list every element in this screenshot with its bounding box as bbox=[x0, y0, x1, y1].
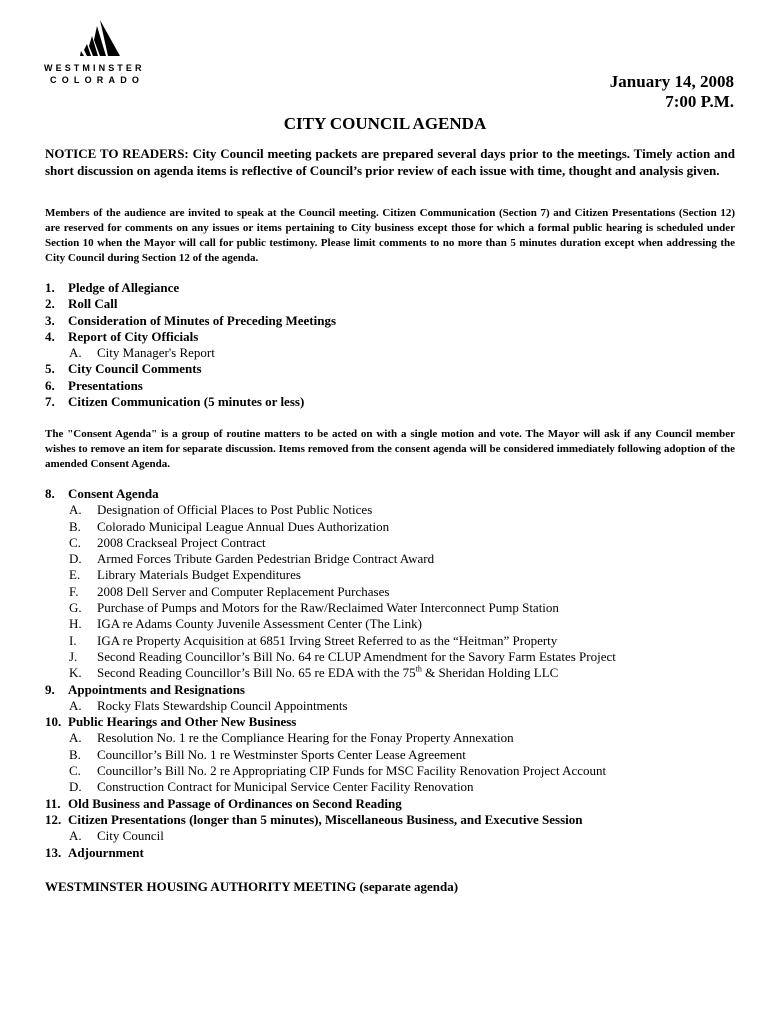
agenda-item-number: 7. bbox=[45, 394, 55, 410]
agenda-subitem bbox=[45, 747, 745, 763]
agenda-item-label: Pledge of Allegiance bbox=[68, 280, 180, 295]
agenda-item-number: 5. bbox=[45, 361, 55, 377]
notice-to-readers: NOTICE TO READERS: City Council meeting packets are prepared several days prior to the meetings. Timely action and short discussion on agenda items is reflective of Council’s prior review of each issue with time, thought and analysis given. bbox=[45, 146, 735, 178]
agenda-list-part2 bbox=[45, 486, 745, 861]
agenda-subitem-label: Armed Forces Tribute Garden Pedestrian Bridge Contract Award bbox=[97, 551, 435, 567]
agenda-subitem bbox=[45, 730, 745, 746]
agenda-item-number: 11. bbox=[45, 795, 61, 811]
agenda-item bbox=[45, 796, 745, 812]
agenda-subitem bbox=[45, 779, 745, 795]
agenda-subitem bbox=[45, 600, 745, 616]
agenda-subitem-label: Construction Contract for Municipal Service Center Facility Renovation bbox=[97, 779, 474, 795]
agenda-subitem-label: Colorado Municipal League Annual Dues Authorization bbox=[97, 518, 390, 534]
agenda-subitem-label: Councillor’s Bill No. 2 re Appropriating CIP Funds for MSC Facility Renovation Project Account bbox=[97, 763, 607, 779]
agenda-subitem-letter: D. bbox=[69, 779, 82, 795]
agenda-subitem-label: City Manager's Report bbox=[97, 345, 215, 361]
agenda-item bbox=[45, 714, 745, 730]
agenda-subitem-letter: A. bbox=[69, 502, 82, 518]
meeting-date: January 14, 2008 bbox=[609, 72, 734, 91]
agenda-subitem-letter: E. bbox=[69, 567, 81, 583]
agenda-subitem-letter: H. bbox=[69, 616, 82, 632]
agenda-subitem-letter: A. bbox=[69, 697, 82, 713]
agenda-subitem-label: IGA re Property Acquisition at 6851 Irving Street Referred to as the “Heitman” Property bbox=[97, 632, 558, 648]
agenda-subitem-letter: C. bbox=[69, 763, 81, 779]
agenda-item bbox=[45, 394, 745, 410]
agenda-subitem-letter: B. bbox=[69, 746, 81, 762]
agenda-subitem-letter: A. bbox=[69, 828, 82, 844]
housing-authority-note: WESTMINSTER HOUSING AUTHORITY MEETING (separate agenda) bbox=[45, 879, 459, 894]
agenda-subitem-label: Second Reading Councillor’s Bill No. 65 re EDA with the 75 bbox=[97, 665, 416, 681]
agenda-item-label: Adjournment bbox=[68, 844, 144, 860]
agenda-item-label: Roll Call bbox=[68, 296, 118, 312]
agenda-subitem-label: Councillor’s Bill No. 1 re Westminster Sports Center Lease Agreement bbox=[97, 746, 466, 762]
consent-agenda-note: The "Consent Agenda" is a group of routine matters to be acted on with a single motion and vote. The Mayor will ask if any Council member wishes to remove an item for separate discussion. Items removed from the consent agenda will be considered immediately following adoption of the amended Consent Agenda. bbox=[45, 428, 735, 470]
agenda-item-label: Citizen Communication (5 minutes or less) bbox=[68, 394, 305, 410]
agenda-item-label: Public Hearings and Other New Business bbox=[68, 714, 297, 730]
agenda-item-label: Consideration of Minutes of Preceding Meetings bbox=[68, 312, 337, 328]
page-title: CITY COUNCIL AGENDA bbox=[283, 114, 487, 133]
agenda-subitem bbox=[45, 649, 745, 665]
agenda-item bbox=[45, 361, 745, 377]
agenda-item-number: 12. bbox=[45, 811, 62, 827]
westminster-logo-icon bbox=[78, 18, 122, 62]
agenda-subitem-letter: B. bbox=[69, 518, 81, 534]
agenda-item-number: 8. bbox=[45, 486, 55, 501]
agenda-item-number: 9. bbox=[45, 681, 55, 697]
agenda-subitem bbox=[45, 633, 745, 649]
agenda-subitem-letter: A. bbox=[69, 730, 82, 746]
agenda-item-label: City Council Comments bbox=[68, 361, 202, 377]
agenda-subitem-label: Rocky Flats Stewardship Council Appointments bbox=[97, 697, 348, 713]
agenda-subitem-label-tail: & Sheridan Holding LLC bbox=[421, 665, 559, 681]
agenda-item bbox=[45, 682, 745, 698]
agenda-item-label: Citizen Presentations (longer than 5 minutes), Miscellaneous Business, and Executive Session bbox=[68, 811, 583, 827]
agenda-item-number: 2. bbox=[45, 296, 55, 312]
agenda-item bbox=[45, 378, 745, 394]
westminster-logo bbox=[44, 14, 164, 94]
agenda-subitem bbox=[45, 567, 745, 583]
agenda-item-label: Old Business and Passage of Ordinances on Second Reading bbox=[68, 795, 402, 811]
agenda-item bbox=[45, 845, 745, 861]
agenda-list-part1 bbox=[45, 280, 745, 410]
agenda-item-label: Consent Agenda bbox=[68, 486, 159, 501]
agenda-item-label: Presentations bbox=[68, 377, 143, 393]
agenda-item-label: Appointments and Resignations bbox=[68, 681, 245, 697]
logo-text-westminster: WESTMINSTER bbox=[44, 63, 145, 73]
agenda-subitem-label: Resolution No. 1 re the Compliance Hearing for the Fonay Property Annexation bbox=[97, 730, 514, 746]
agenda-subitem-letter: J. bbox=[69, 648, 78, 664]
agenda-subitem-letter: C. bbox=[69, 534, 81, 550]
agenda-subitem bbox=[45, 519, 745, 535]
agenda-item-label: Report of City Officials bbox=[68, 328, 199, 344]
agenda-subitem-letter: K. bbox=[69, 665, 82, 681]
agenda-subitem-label: Designation of Official Places to Post Public Notices bbox=[97, 502, 373, 518]
agenda-item bbox=[45, 296, 745, 312]
logo-text-colorado: COLORADO bbox=[50, 75, 145, 85]
agenda-subitem-letter: D. bbox=[69, 551, 82, 567]
agenda-item-number: 13. bbox=[45, 844, 62, 860]
agenda-subitem-letter: I. bbox=[69, 632, 77, 648]
agenda-subitem-label: IGA re Adams County Juvenile Assessment Center (The Link) bbox=[97, 616, 422, 632]
agenda-subitem bbox=[45, 502, 745, 518]
meeting-time: 7:00 P.M. bbox=[665, 92, 734, 111]
agenda-item bbox=[45, 313, 745, 329]
agenda-subitem bbox=[45, 584, 745, 600]
agenda-subitem bbox=[45, 763, 745, 779]
agenda-subitem-label: City Council bbox=[97, 828, 164, 844]
agenda-subitem-label: Second Reading Councillor’s Bill No. 64 re CLUP Amendment for the Savory Farm Estates Project bbox=[97, 648, 616, 664]
agenda-subitem bbox=[45, 616, 745, 632]
agenda-item bbox=[45, 329, 745, 345]
agenda-subitem bbox=[45, 828, 745, 844]
meeting-date-block bbox=[610, 72, 734, 112]
agenda-item-number: 3. bbox=[45, 312, 55, 328]
agenda-item bbox=[45, 812, 745, 828]
agenda-subitem-letter: F. bbox=[69, 583, 79, 599]
agenda-subitem bbox=[45, 698, 745, 714]
agenda-item bbox=[45, 280, 745, 296]
agenda-subitem-letter: G. bbox=[69, 600, 82, 616]
agenda-subitem bbox=[45, 665, 745, 681]
agenda-item-number: 10. bbox=[45, 714, 62, 730]
agenda-subitem-label: Library Materials Budget Expenditures bbox=[97, 567, 301, 583]
agenda-subitem bbox=[45, 535, 745, 551]
agenda-subitem bbox=[45, 551, 745, 567]
agenda-item-number: 1. bbox=[45, 280, 55, 295]
agenda-subitem-letter: A. bbox=[69, 345, 82, 361]
agenda-subitem-label: 2008 Dell Server and Computer Replacement Purchases bbox=[97, 583, 390, 599]
agenda-subitem-label: 2008 Crackseal Project Contract bbox=[97, 534, 266, 550]
agenda-item-number: 6. bbox=[45, 377, 55, 393]
agenda-item-number: 4. bbox=[45, 328, 55, 344]
agenda-subitem bbox=[45, 345, 745, 361]
audience-note: Members of the audience are invited to speak at the Council meeting. Citizen Communication (Section 7) and Citizen Presentations (Section 12) are reserved for comments on any issues or items pertaining to City business except those for which a formal public hearing is scheduled under Section 10 when the Mayor will call for public testimony. Please limit comments to no more than 5 minutes duration except when addressing the City Council during Section 12 of the agenda. bbox=[45, 207, 735, 264]
agenda-item bbox=[45, 486, 745, 502]
ordinal-suffix: th bbox=[415, 664, 422, 674]
agenda-subitem-label: Purchase of Pumps and Motors for the Raw/Reclaimed Water Interconnect Pump Station bbox=[97, 600, 559, 616]
